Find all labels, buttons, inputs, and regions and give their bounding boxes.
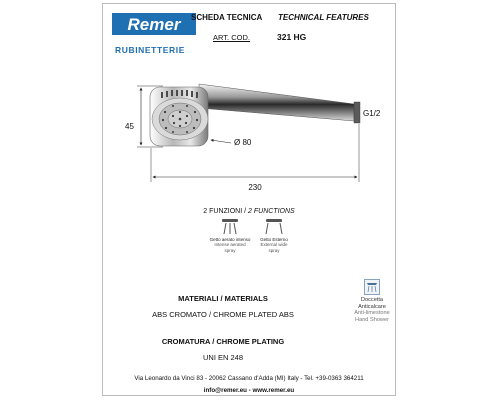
function-aerated-label: Getto aerato intenso Intense aerated spray bbox=[209, 237, 251, 253]
functions-title: 2 FUNZIONI / 2 FUNCTIONS bbox=[203, 208, 295, 215]
anti-limestone-icon bbox=[364, 279, 380, 295]
height-value: 45 bbox=[125, 122, 134, 131]
thread-value: G1/2 bbox=[363, 109, 381, 118]
remer-logo bbox=[112, 10, 196, 40]
standard-value: UNI EN 248 bbox=[202, 353, 244, 362]
article-code-label: ART. COD. bbox=[213, 33, 250, 42]
diameter-value: Ø 80 bbox=[234, 138, 252, 147]
materials-heading: MATERIALI / MATERIALS bbox=[178, 294, 268, 303]
aerated-spray-icon bbox=[221, 218, 239, 236]
diameter-dimension bbox=[211, 138, 252, 147]
materials-body: ABS CROMATO / CHROME PLATED ABS bbox=[152, 310, 294, 319]
footer-contacts: info@remer.eu - www.remer.eu bbox=[203, 387, 295, 394]
technical-sheet bbox=[102, 3, 396, 396]
shower-handle bbox=[199, 84, 360, 123]
brand-tagline: RUBINETTERIE bbox=[115, 45, 186, 55]
title-english: TECHNICAL FEATURES bbox=[278, 13, 369, 22]
title-italian: SCHEDA TECNICA bbox=[191, 13, 263, 22]
anti-limestone-badge: Doccetta Anticalcare Anti-limestone Hand Shower bbox=[354, 297, 390, 323]
logo-text: Remer bbox=[127, 15, 181, 34]
article-code-value: 321 HG bbox=[277, 32, 307, 42]
footer-address: Via Leonardo da Vinci 83 - 20062 Cassano d'Adda (MI) Italy - Tel. +39-0363 364211 bbox=[134, 375, 364, 382]
wide-spray-icon bbox=[265, 218, 283, 236]
plating-heading: CROMATURA / CHROME PLATING bbox=[161, 337, 285, 346]
function-wide-label: Getto Esterno External wide spray bbox=[260, 237, 288, 253]
length-value: 230 bbox=[248, 183, 262, 192]
technical-drawing bbox=[103, 64, 395, 204]
shower-head bbox=[150, 87, 208, 146]
